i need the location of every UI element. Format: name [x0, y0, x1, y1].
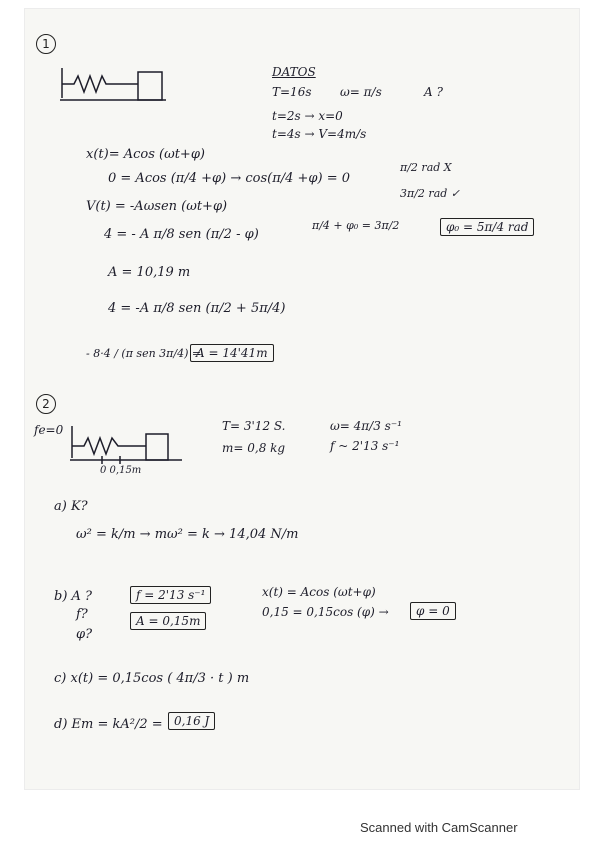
equation-velocity: V(t) = -Aωsen (ωt+φ)	[86, 199, 228, 214]
problem-2-number: 2	[36, 394, 56, 414]
condition-t2: t=2s → x=0	[272, 109, 343, 123]
amplitude-first-result: A = 10,19 m	[108, 265, 191, 280]
amplitude-result: A = 14'41m	[190, 344, 274, 362]
part-b-f: f?	[76, 607, 88, 622]
phase-option-1: π/2 rad X	[400, 161, 452, 174]
phase-equation: π/4 + φ₀ = 3π/2	[312, 219, 400, 232]
spring-mass-sketch-2	[70, 424, 190, 468]
part-b-phi: φ?	[76, 627, 93, 642]
part-b-equation-2: 0,15 = 0,15cos (φ) →	[262, 605, 389, 619]
spring-mass-sketch-1	[60, 66, 170, 106]
period-value: T=16s	[272, 85, 312, 99]
amplitude-result-2: A = 0,15m	[130, 612, 206, 630]
part-b-label: b) A ?	[54, 589, 93, 604]
equation-amplitude-solve: - 8·4 / (π sen 3π/4) =	[86, 347, 202, 360]
part-d-equation: d) Em = kA²/2 =	[54, 717, 163, 732]
part-b-equation-1: x(t) = Acos (ωt+φ)	[262, 585, 376, 599]
part-c-equation: c) x(t) = 0,15cos ( 4π/3 · t ) m	[54, 671, 250, 686]
phase-result-2: φ = 0	[410, 602, 456, 620]
equation-velocity-value: 4 = - A π/8 sen (π/2 - φ)	[104, 227, 259, 242]
frequency-value: f ~ 2'13 s⁻¹	[330, 439, 400, 453]
part-a-equation: ω² = k/m → mω² = k → 14,04 N/m	[76, 527, 299, 542]
datos-heading: DATOS	[272, 65, 316, 79]
equation-amplitude: 4 = -A π/8 sen (π/2 + 5π/4)	[108, 301, 286, 316]
equation-position-zero: 0 = Acos (π/4 +φ) → cos(π/4 +φ) = 0	[108, 171, 351, 186]
fe-label: fe=0	[34, 423, 64, 437]
scanner-watermark: Scanned with CamScanner	[360, 820, 518, 835]
omega-value: ω= π/s	[340, 85, 382, 99]
period-value-2: T= 3'12 S.	[222, 419, 286, 433]
mass-value: m= 0,8 kg	[222, 441, 286, 455]
frequency-result: f = 2'13 s⁻¹	[130, 586, 211, 604]
energy-result: 0,16 J	[168, 712, 215, 730]
omega-value-2: ω= 4π/3 s⁻¹	[330, 419, 402, 433]
equation-position: x(t)= Acos (ωt+φ)	[86, 147, 205, 162]
problem-1-number: 1	[36, 34, 56, 54]
amplitude-question: A ?	[424, 85, 443, 99]
axis-labels: 0 0,15m	[100, 465, 142, 476]
condition-t4: t=4s → V=4m/s	[272, 127, 367, 141]
phase-result: φ₀ = 5π/4 rad	[440, 218, 534, 236]
phase-option-2: 3π/2 rad ✓	[400, 187, 461, 200]
part-a-label: a) K?	[54, 499, 88, 514]
